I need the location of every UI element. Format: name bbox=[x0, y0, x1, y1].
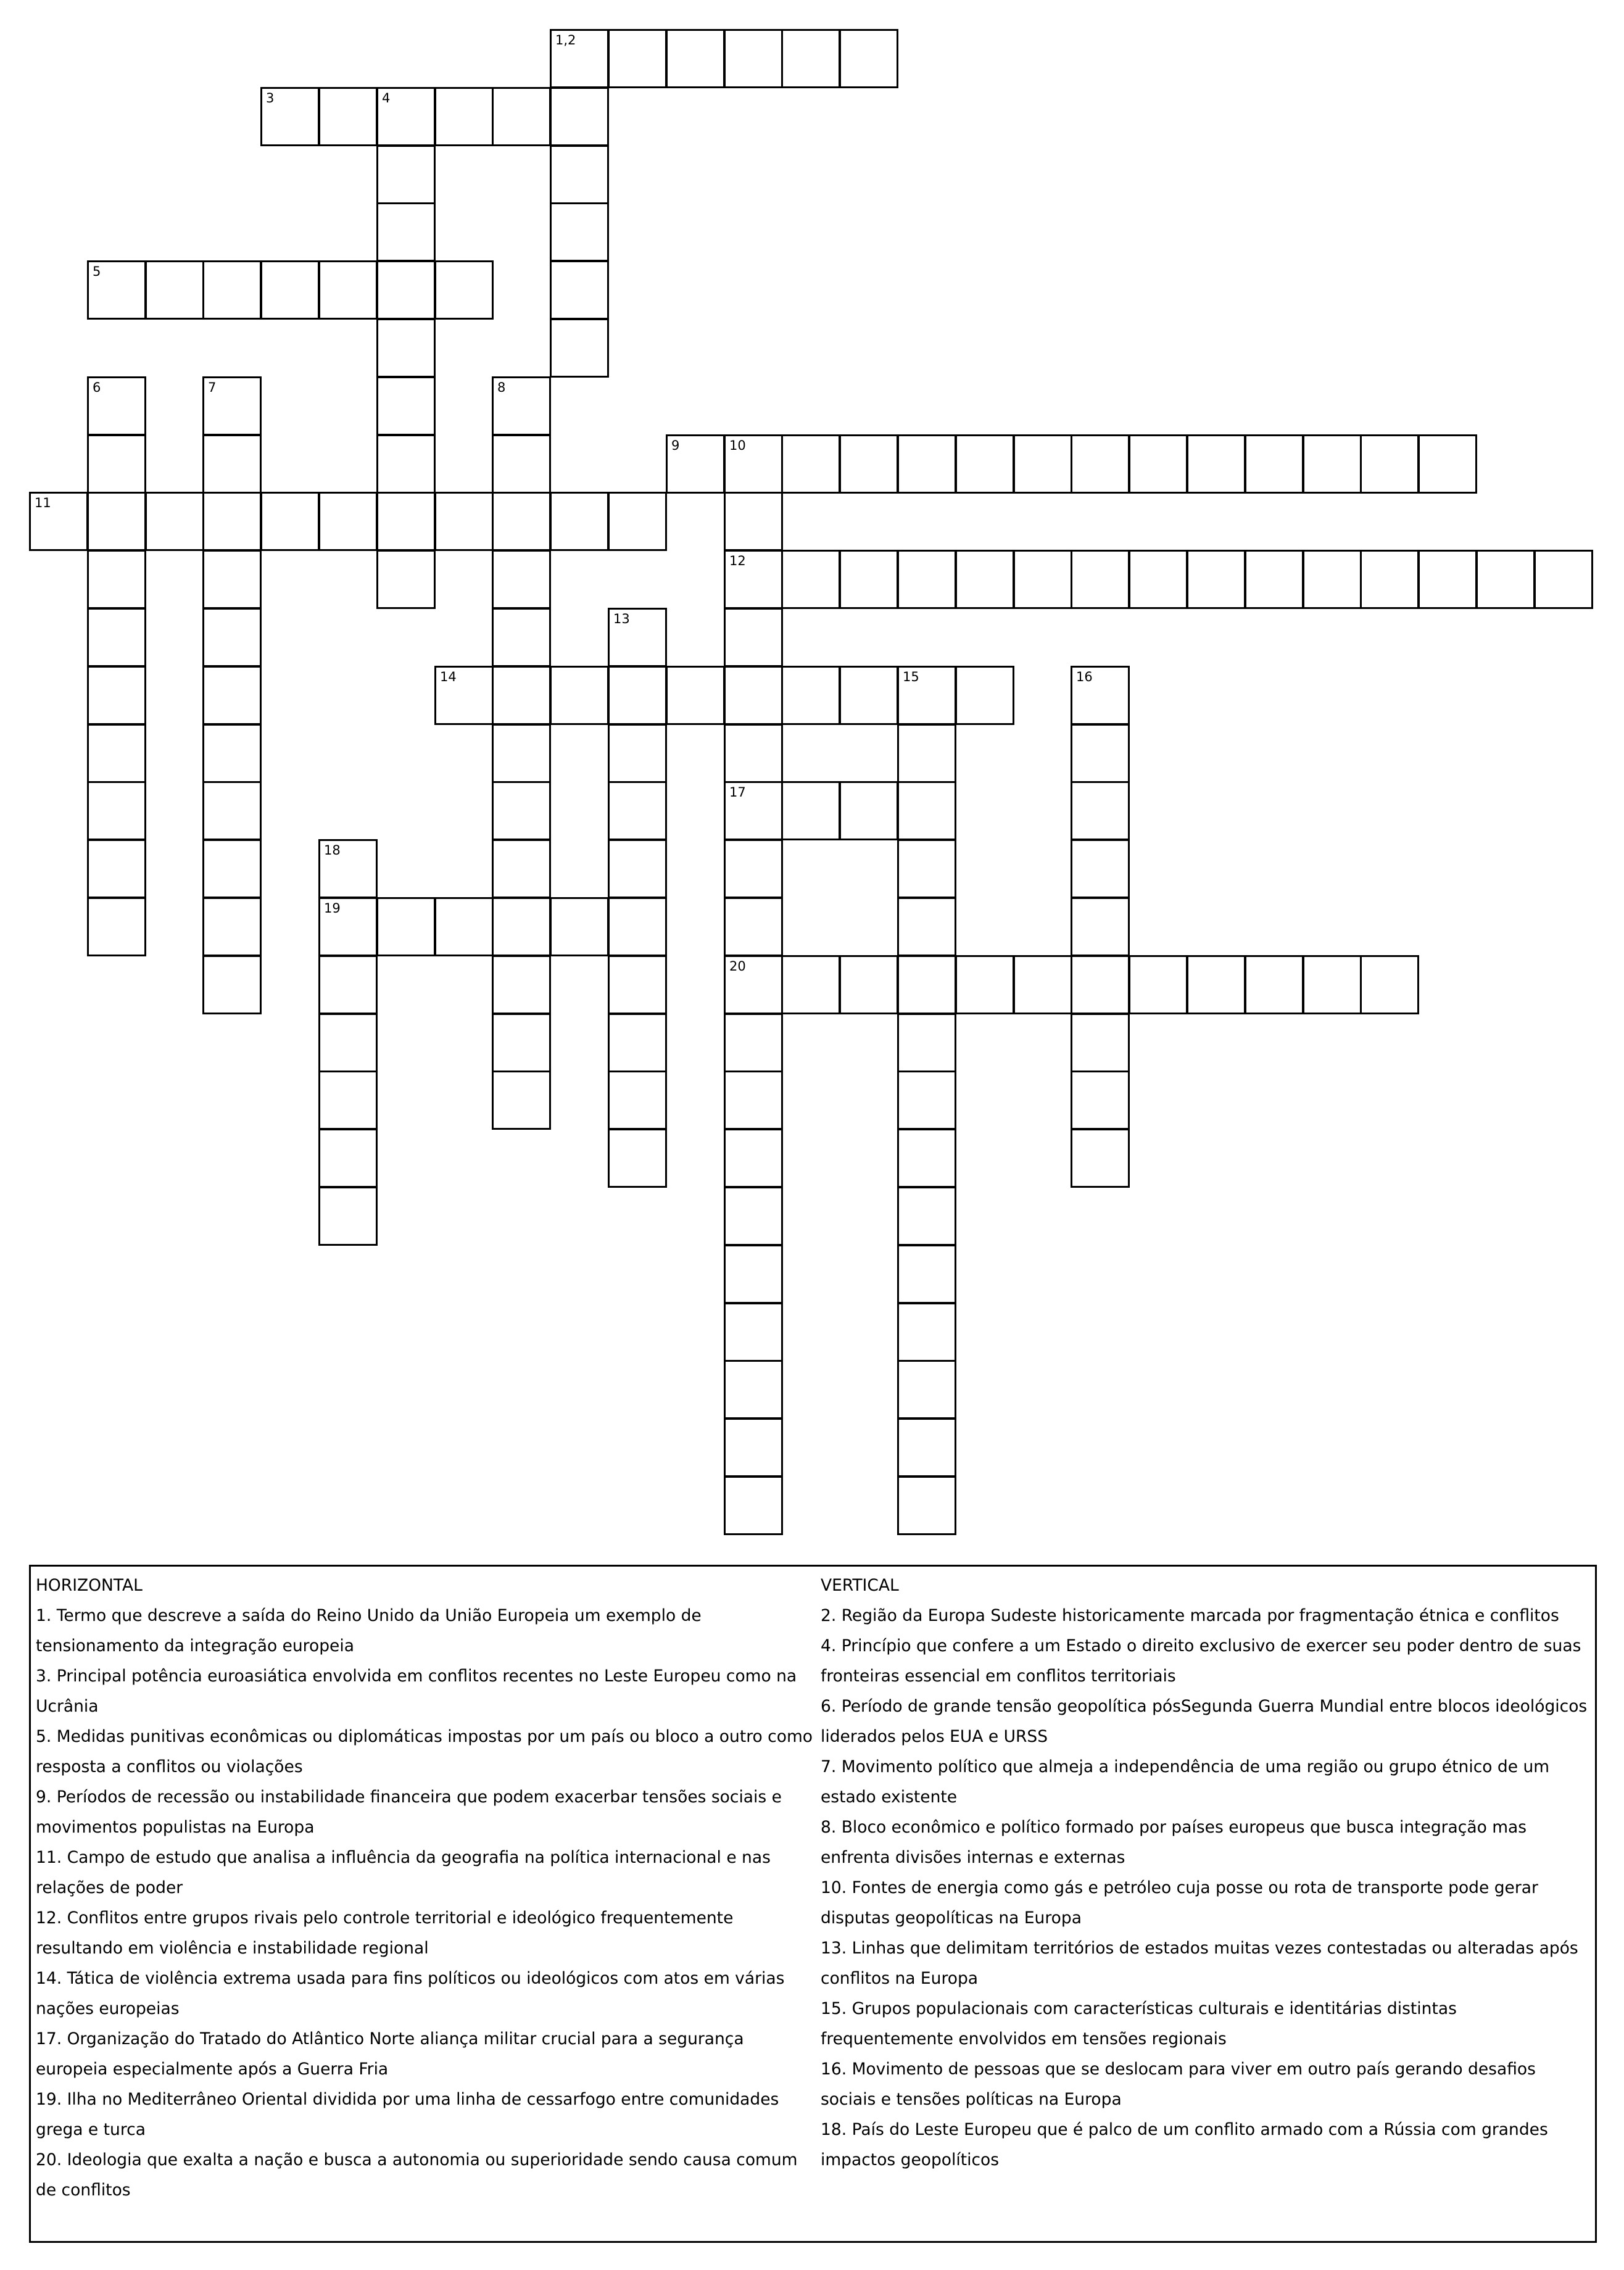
grid-cell[interactable] bbox=[29, 492, 88, 551]
grid-cell[interactable] bbox=[318, 1129, 378, 1188]
grid-cell[interactable] bbox=[724, 492, 783, 551]
grid-cell[interactable] bbox=[897, 1245, 956, 1304]
grid-cell[interactable] bbox=[376, 202, 436, 262]
grid-cell[interactable] bbox=[376, 376, 436, 436]
down-clue: 4. Princípio que confere a um Estado o direito exclusivo de exercer seu poder dentro de suas fronteiras essencial em conflitos territoriais bbox=[821, 1636, 1581, 1686]
grid-cell[interactable] bbox=[897, 1071, 956, 1130]
grid-cell[interactable] bbox=[781, 29, 840, 88]
grid-cell[interactable] bbox=[1360, 550, 1419, 609]
grid-cell[interactable] bbox=[492, 1013, 551, 1072]
grid-cell[interactable] bbox=[318, 87, 378, 146]
grid-cell[interactable] bbox=[87, 897, 146, 956]
clue-number: 4 bbox=[382, 91, 391, 106]
grid-cell[interactable] bbox=[897, 434, 956, 494]
grid-cell[interactable] bbox=[666, 666, 725, 725]
down-clues-column bbox=[821, 1570, 1592, 2175]
grid-cell[interactable] bbox=[781, 550, 840, 609]
grid-cell[interactable] bbox=[724, 1303, 783, 1362]
grid-cell[interactable] bbox=[666, 434, 725, 494]
grid-cell[interactable] bbox=[1245, 955, 1304, 1014]
grid-cell[interactable] bbox=[87, 724, 146, 783]
down-clue: 6. Período de grande tensão geopolítica pósSegunda Guerra Mundial entre blocos ideológicos liderados pelos EUA e URSS bbox=[821, 1697, 1588, 1746]
grid-cell[interactable] bbox=[724, 29, 783, 88]
grid-cell[interactable] bbox=[87, 376, 146, 436]
grid-cell[interactable] bbox=[897, 955, 956, 1014]
clue-number: 16 bbox=[1076, 669, 1093, 684]
clue-number: 15 bbox=[903, 669, 919, 684]
clue-number: 12 bbox=[729, 553, 746, 568]
grid-cell[interactable] bbox=[608, 1071, 667, 1130]
clue-number: 14 bbox=[440, 669, 457, 684]
grid-cell[interactable] bbox=[202, 260, 262, 320]
grid-cell[interactable] bbox=[955, 434, 1014, 494]
grid-cell[interactable] bbox=[724, 1418, 783, 1477]
grid-cell[interactable] bbox=[1071, 666, 1130, 725]
grid-cell[interactable] bbox=[955, 550, 1014, 609]
grid-cell[interactable] bbox=[608, 897, 667, 956]
grid-cell[interactable] bbox=[318, 492, 378, 551]
grid-cell[interactable] bbox=[666, 29, 725, 88]
grid-cell[interactable] bbox=[550, 145, 609, 204]
grid-cell[interactable] bbox=[318, 1187, 378, 1246]
grid-cell[interactable] bbox=[897, 781, 956, 840]
grid-cell[interactable] bbox=[897, 724, 956, 783]
grid-cell[interactable] bbox=[724, 550, 783, 609]
clue-number: 10 bbox=[729, 438, 746, 453]
grid-cell[interactable] bbox=[724, 839, 783, 898]
grid-cell[interactable] bbox=[781, 666, 840, 725]
grid-cell[interactable] bbox=[550, 202, 609, 262]
grid-cell[interactable] bbox=[1245, 550, 1304, 609]
grid-cell[interactable] bbox=[1129, 434, 1188, 494]
clues-box bbox=[29, 1565, 1597, 2243]
grid-cell[interactable] bbox=[724, 1245, 783, 1304]
grid-cell[interactable] bbox=[202, 839, 262, 898]
grid-cell[interactable] bbox=[260, 260, 320, 320]
down-clue: 8. Bloco econômico e político formado por países europeus que busca integração mas enfrenta divisões internas e externas bbox=[821, 1818, 1527, 1867]
grid-cell[interactable] bbox=[724, 897, 783, 956]
grid-cell[interactable] bbox=[434, 87, 494, 146]
clue-number: 19 bbox=[324, 901, 341, 916]
grid-cell[interactable] bbox=[434, 897, 494, 956]
grid-cell[interactable] bbox=[724, 724, 783, 783]
clue-number: 17 bbox=[729, 785, 746, 800]
grid-cell[interactable] bbox=[839, 29, 898, 88]
clue-number: 5 bbox=[93, 264, 101, 279]
grid-cell[interactable] bbox=[897, 1303, 956, 1362]
grid-cell[interactable] bbox=[608, 955, 667, 1014]
grid-cell[interactable] bbox=[724, 434, 783, 494]
grid-cell[interactable] bbox=[492, 608, 551, 667]
across-clue: 3. Principal potência euroasiática envolvida em conflitos recentes no Leste Europeu como na Ucrânia bbox=[36, 1667, 797, 1716]
grid-cell[interactable] bbox=[260, 87, 320, 146]
grid-cell[interactable] bbox=[87, 666, 146, 725]
clue-number: 11 bbox=[35, 495, 51, 510]
clue-number: 7 bbox=[208, 380, 217, 395]
grid-cell[interactable] bbox=[1013, 434, 1072, 494]
across-clue: 14. Tática de violência extrema usada para fins políticos ou ideológicos com atos em várias nações europeias bbox=[36, 1969, 785, 2018]
down-heading: VERTICAL bbox=[821, 1576, 899, 1595]
grid-cell[interactable] bbox=[87, 781, 146, 840]
clue-number: 8 bbox=[497, 380, 506, 395]
grid-cell[interactable] bbox=[376, 145, 436, 204]
grid-cell[interactable] bbox=[492, 955, 551, 1014]
down-clue: 16. Movimento de pessoas que se deslocam para viver em outro país gerando desafios sociais e tensões políticas na Europa bbox=[821, 2060, 1536, 2109]
grid-cell[interactable] bbox=[724, 608, 783, 667]
grid-cell[interactable] bbox=[1071, 1071, 1130, 1130]
grid-cell[interactable] bbox=[87, 492, 146, 551]
grid-cell[interactable] bbox=[202, 955, 262, 1014]
grid-cell[interactable] bbox=[550, 897, 609, 956]
grid-cell[interactable] bbox=[1476, 550, 1535, 609]
grid-cell[interactable] bbox=[318, 1013, 378, 1072]
grid-cell[interactable] bbox=[724, 1129, 783, 1188]
grid-cell[interactable] bbox=[492, 492, 551, 551]
grid-cell[interactable] bbox=[724, 1187, 783, 1246]
grid-cell[interactable] bbox=[897, 666, 956, 725]
grid-cell[interactable] bbox=[608, 839, 667, 898]
grid-cell[interactable] bbox=[318, 839, 378, 898]
grid-cell[interactable] bbox=[608, 492, 667, 551]
grid-cell[interactable] bbox=[839, 955, 898, 1014]
grid-cell[interactable] bbox=[1245, 434, 1304, 494]
grid-cell[interactable] bbox=[376, 318, 436, 378]
clue-number: 13 bbox=[613, 611, 630, 626]
down-clue: 7. Movimento político que almeja a independência de uma região ou grupo étnico de um estado existente bbox=[821, 1757, 1550, 1807]
grid-cell[interactable] bbox=[1013, 550, 1072, 609]
grid-cell[interactable] bbox=[1129, 955, 1188, 1014]
grid-cell[interactable] bbox=[376, 897, 436, 956]
grid-cell[interactable] bbox=[145, 492, 204, 551]
across-clue: 1. Termo que descreve a saída do Reino Unido da União Europeia um exemplo de tensionamento da integração europeia bbox=[36, 1606, 702, 1655]
clue-number: 3 bbox=[266, 91, 275, 106]
grid-cell[interactable] bbox=[492, 87, 551, 146]
grid-cell[interactable] bbox=[839, 434, 898, 494]
grid-cell[interactable] bbox=[1303, 955, 1362, 1014]
grid-cell[interactable] bbox=[955, 666, 1014, 725]
grid-cell[interactable] bbox=[550, 492, 609, 551]
grid-cell[interactable] bbox=[1303, 434, 1362, 494]
grid-cell[interactable] bbox=[608, 1129, 667, 1188]
grid-cell[interactable] bbox=[376, 434, 436, 494]
grid-cell[interactable] bbox=[318, 1071, 378, 1130]
grid-cell[interactable] bbox=[781, 434, 840, 494]
grid-cell[interactable] bbox=[724, 955, 783, 1014]
grid-cell[interactable] bbox=[897, 1476, 956, 1535]
grid-cell[interactable] bbox=[202, 897, 262, 956]
clue-number: 1,2 bbox=[555, 33, 576, 48]
grid-cell[interactable] bbox=[724, 781, 783, 840]
grid-cell[interactable] bbox=[1360, 955, 1419, 1014]
grid-cell[interactable] bbox=[492, 550, 551, 609]
grid-cell[interactable] bbox=[839, 666, 898, 725]
clue-number: 18 bbox=[324, 843, 341, 858]
grid-cell[interactable] bbox=[318, 260, 378, 320]
grid-cell[interactable] bbox=[376, 550, 436, 609]
grid-cell[interactable] bbox=[897, 1013, 956, 1072]
grid-cell[interactable] bbox=[1187, 955, 1246, 1014]
grid-cell[interactable] bbox=[492, 666, 551, 725]
grid-cell[interactable] bbox=[87, 839, 146, 898]
across-heading: HORIZONTAL bbox=[36, 1576, 143, 1595]
grid-cell[interactable] bbox=[1071, 955, 1130, 1014]
across-clues-column bbox=[36, 1570, 816, 2205]
down-clue: 10. Fontes de energia como gás e petróleo cuja posse ou rota de transporte pode gerar disputas geopolíticas na Europa bbox=[821, 1878, 1538, 1928]
grid-cell[interactable] bbox=[839, 781, 898, 840]
grid-cell[interactable] bbox=[492, 839, 551, 898]
clue-number: 20 bbox=[729, 959, 746, 974]
grid-cell[interactable] bbox=[839, 550, 898, 609]
grid-cell[interactable] bbox=[1303, 550, 1362, 609]
down-clue: 13. Linhas que delimitam territórios de estados muitas vezes contestadas ou alteradas após conflitos na Europa bbox=[821, 1939, 1578, 1988]
grid-cell[interactable] bbox=[724, 1071, 783, 1130]
grid-cell[interactable] bbox=[434, 260, 494, 320]
across-clue: 12. Conflitos entre grupos rivais pelo controle territorial e ideológico frequentemente resultando em violência e instabilidade regional bbox=[36, 1908, 734, 1958]
grid-cell[interactable] bbox=[492, 724, 551, 783]
grid-cell[interactable] bbox=[550, 318, 609, 378]
grid-cell[interactable] bbox=[608, 29, 667, 88]
grid-cell[interactable] bbox=[1187, 550, 1246, 609]
grid-cell[interactable] bbox=[1534, 550, 1593, 609]
grid-cell[interactable] bbox=[202, 376, 262, 436]
grid-cell[interactable] bbox=[550, 29, 609, 88]
across-clue: 5. Medidas punitivas econômicas ou diplomáticas impostas por um país ou bloco a outro como resposta a conflitos ou violações bbox=[36, 1727, 813, 1776]
grid-cell[interactable] bbox=[1418, 434, 1477, 494]
grid-cell[interactable] bbox=[897, 839, 956, 898]
grid-cell[interactable] bbox=[608, 781, 667, 840]
grid-cell[interactable] bbox=[202, 724, 262, 783]
grid-cell[interactable] bbox=[202, 492, 262, 551]
grid-cell[interactable] bbox=[724, 666, 783, 725]
grid-cell[interactable] bbox=[260, 492, 320, 551]
grid-cell[interactable] bbox=[492, 376, 551, 436]
grid-cell[interactable] bbox=[550, 260, 609, 320]
grid-cell[interactable] bbox=[897, 1418, 956, 1477]
grid-cell[interactable] bbox=[1071, 781, 1130, 840]
grid-cell[interactable] bbox=[376, 492, 436, 551]
grid-cell[interactable] bbox=[608, 666, 667, 725]
grid-cell[interactable] bbox=[550, 87, 609, 146]
grid-cell[interactable] bbox=[145, 260, 204, 320]
grid-cell[interactable] bbox=[492, 781, 551, 840]
grid-cell[interactable] bbox=[781, 781, 840, 840]
grid-cell[interactable] bbox=[376, 260, 436, 320]
grid-cell[interactable] bbox=[1071, 434, 1130, 494]
grid-cell[interactable] bbox=[897, 1129, 956, 1188]
clue-number: 6 bbox=[93, 380, 101, 395]
grid-cell[interactable] bbox=[318, 897, 378, 956]
grid-cell[interactable] bbox=[434, 492, 494, 551]
grid-cell[interactable] bbox=[492, 434, 551, 494]
down-clue: 2. Região da Europa Sudeste historicamente marcada por fragmentação étnica e conflitos bbox=[821, 1606, 1559, 1625]
grid-cell[interactable] bbox=[1418, 550, 1477, 609]
grid-cell[interactable] bbox=[202, 666, 262, 725]
grid-cell[interactable] bbox=[202, 608, 262, 667]
grid-cell[interactable] bbox=[608, 1013, 667, 1072]
grid-cell[interactable] bbox=[1071, 839, 1130, 898]
across-clue: 20. Ideologia que exalta a nação e busca a autonomia ou superioridade sendo causa comum de conflitos bbox=[36, 2150, 798, 2200]
grid-cell[interactable] bbox=[781, 955, 840, 1014]
grid-cell[interactable] bbox=[1187, 434, 1246, 494]
grid-cell[interactable] bbox=[550, 666, 609, 725]
grid-cell[interactable] bbox=[724, 1013, 783, 1072]
grid-cell[interactable] bbox=[897, 550, 956, 609]
grid-cell[interactable] bbox=[202, 781, 262, 840]
grid-cell[interactable] bbox=[492, 1071, 551, 1130]
clue-number: 9 bbox=[671, 438, 680, 453]
grid-cell[interactable] bbox=[434, 666, 494, 725]
grid-cell[interactable] bbox=[87, 260, 146, 320]
across-clue: 9. Períodos de recessão ou instabilidade financeira que podem exacerbar tensões sociais e movimentos populistas na Europa bbox=[36, 1787, 782, 1837]
grid-cell[interactable] bbox=[897, 1187, 956, 1246]
grid-cell[interactable] bbox=[724, 1360, 783, 1419]
grid-cell[interactable] bbox=[955, 955, 1014, 1014]
down-clue: 18. País do Leste Europeu que é palco de um conflito armado com a Rússia com grandes impactos geopolíticos bbox=[821, 2120, 1548, 2169]
across-clue: 11. Campo de estudo que analisa a influência da geografia na política internacional e nas relações de poder bbox=[36, 1848, 771, 1897]
grid-cell[interactable] bbox=[202, 550, 262, 609]
grid-cell[interactable] bbox=[87, 550, 146, 609]
grid-cell[interactable] bbox=[87, 608, 146, 667]
grid-cell[interactable] bbox=[1071, 897, 1130, 956]
grid-cell[interactable] bbox=[318, 955, 378, 1014]
grid-cell[interactable] bbox=[1071, 550, 1130, 609]
grid-cell[interactable] bbox=[1071, 1013, 1130, 1072]
grid-cell[interactable] bbox=[897, 1360, 956, 1419]
down-clue: 15. Grupos populacionais com características culturais e identitárias distintas frequentemente envolvidos em tensões regionais bbox=[821, 1999, 1457, 2048]
grid-cell[interactable] bbox=[608, 608, 667, 667]
grid-cell[interactable] bbox=[897, 897, 956, 956]
grid-cell[interactable] bbox=[1360, 434, 1419, 494]
across-clue: 19. Ilha no Mediterrâneo Oriental dividida por uma linha de cessarfogo entre comunidades grega e turca bbox=[36, 2090, 779, 2139]
grid-cell[interactable] bbox=[724, 1476, 783, 1535]
grid-cell[interactable] bbox=[1013, 955, 1072, 1014]
grid-cell[interactable] bbox=[87, 434, 146, 494]
grid-cell[interactable] bbox=[1071, 724, 1130, 783]
grid-cell[interactable] bbox=[376, 87, 436, 146]
grid-cell[interactable] bbox=[1071, 1129, 1130, 1188]
grid-cell[interactable] bbox=[492, 897, 551, 956]
grid-cell[interactable] bbox=[1129, 550, 1188, 609]
grid-cell[interactable] bbox=[608, 724, 667, 783]
grid-cell[interactable] bbox=[202, 434, 262, 494]
across-clue: 17. Organização do Tratado do Atlântico Norte aliança militar crucial para a segurança europeia especialmente após a Guerra Fria bbox=[36, 2029, 744, 2079]
